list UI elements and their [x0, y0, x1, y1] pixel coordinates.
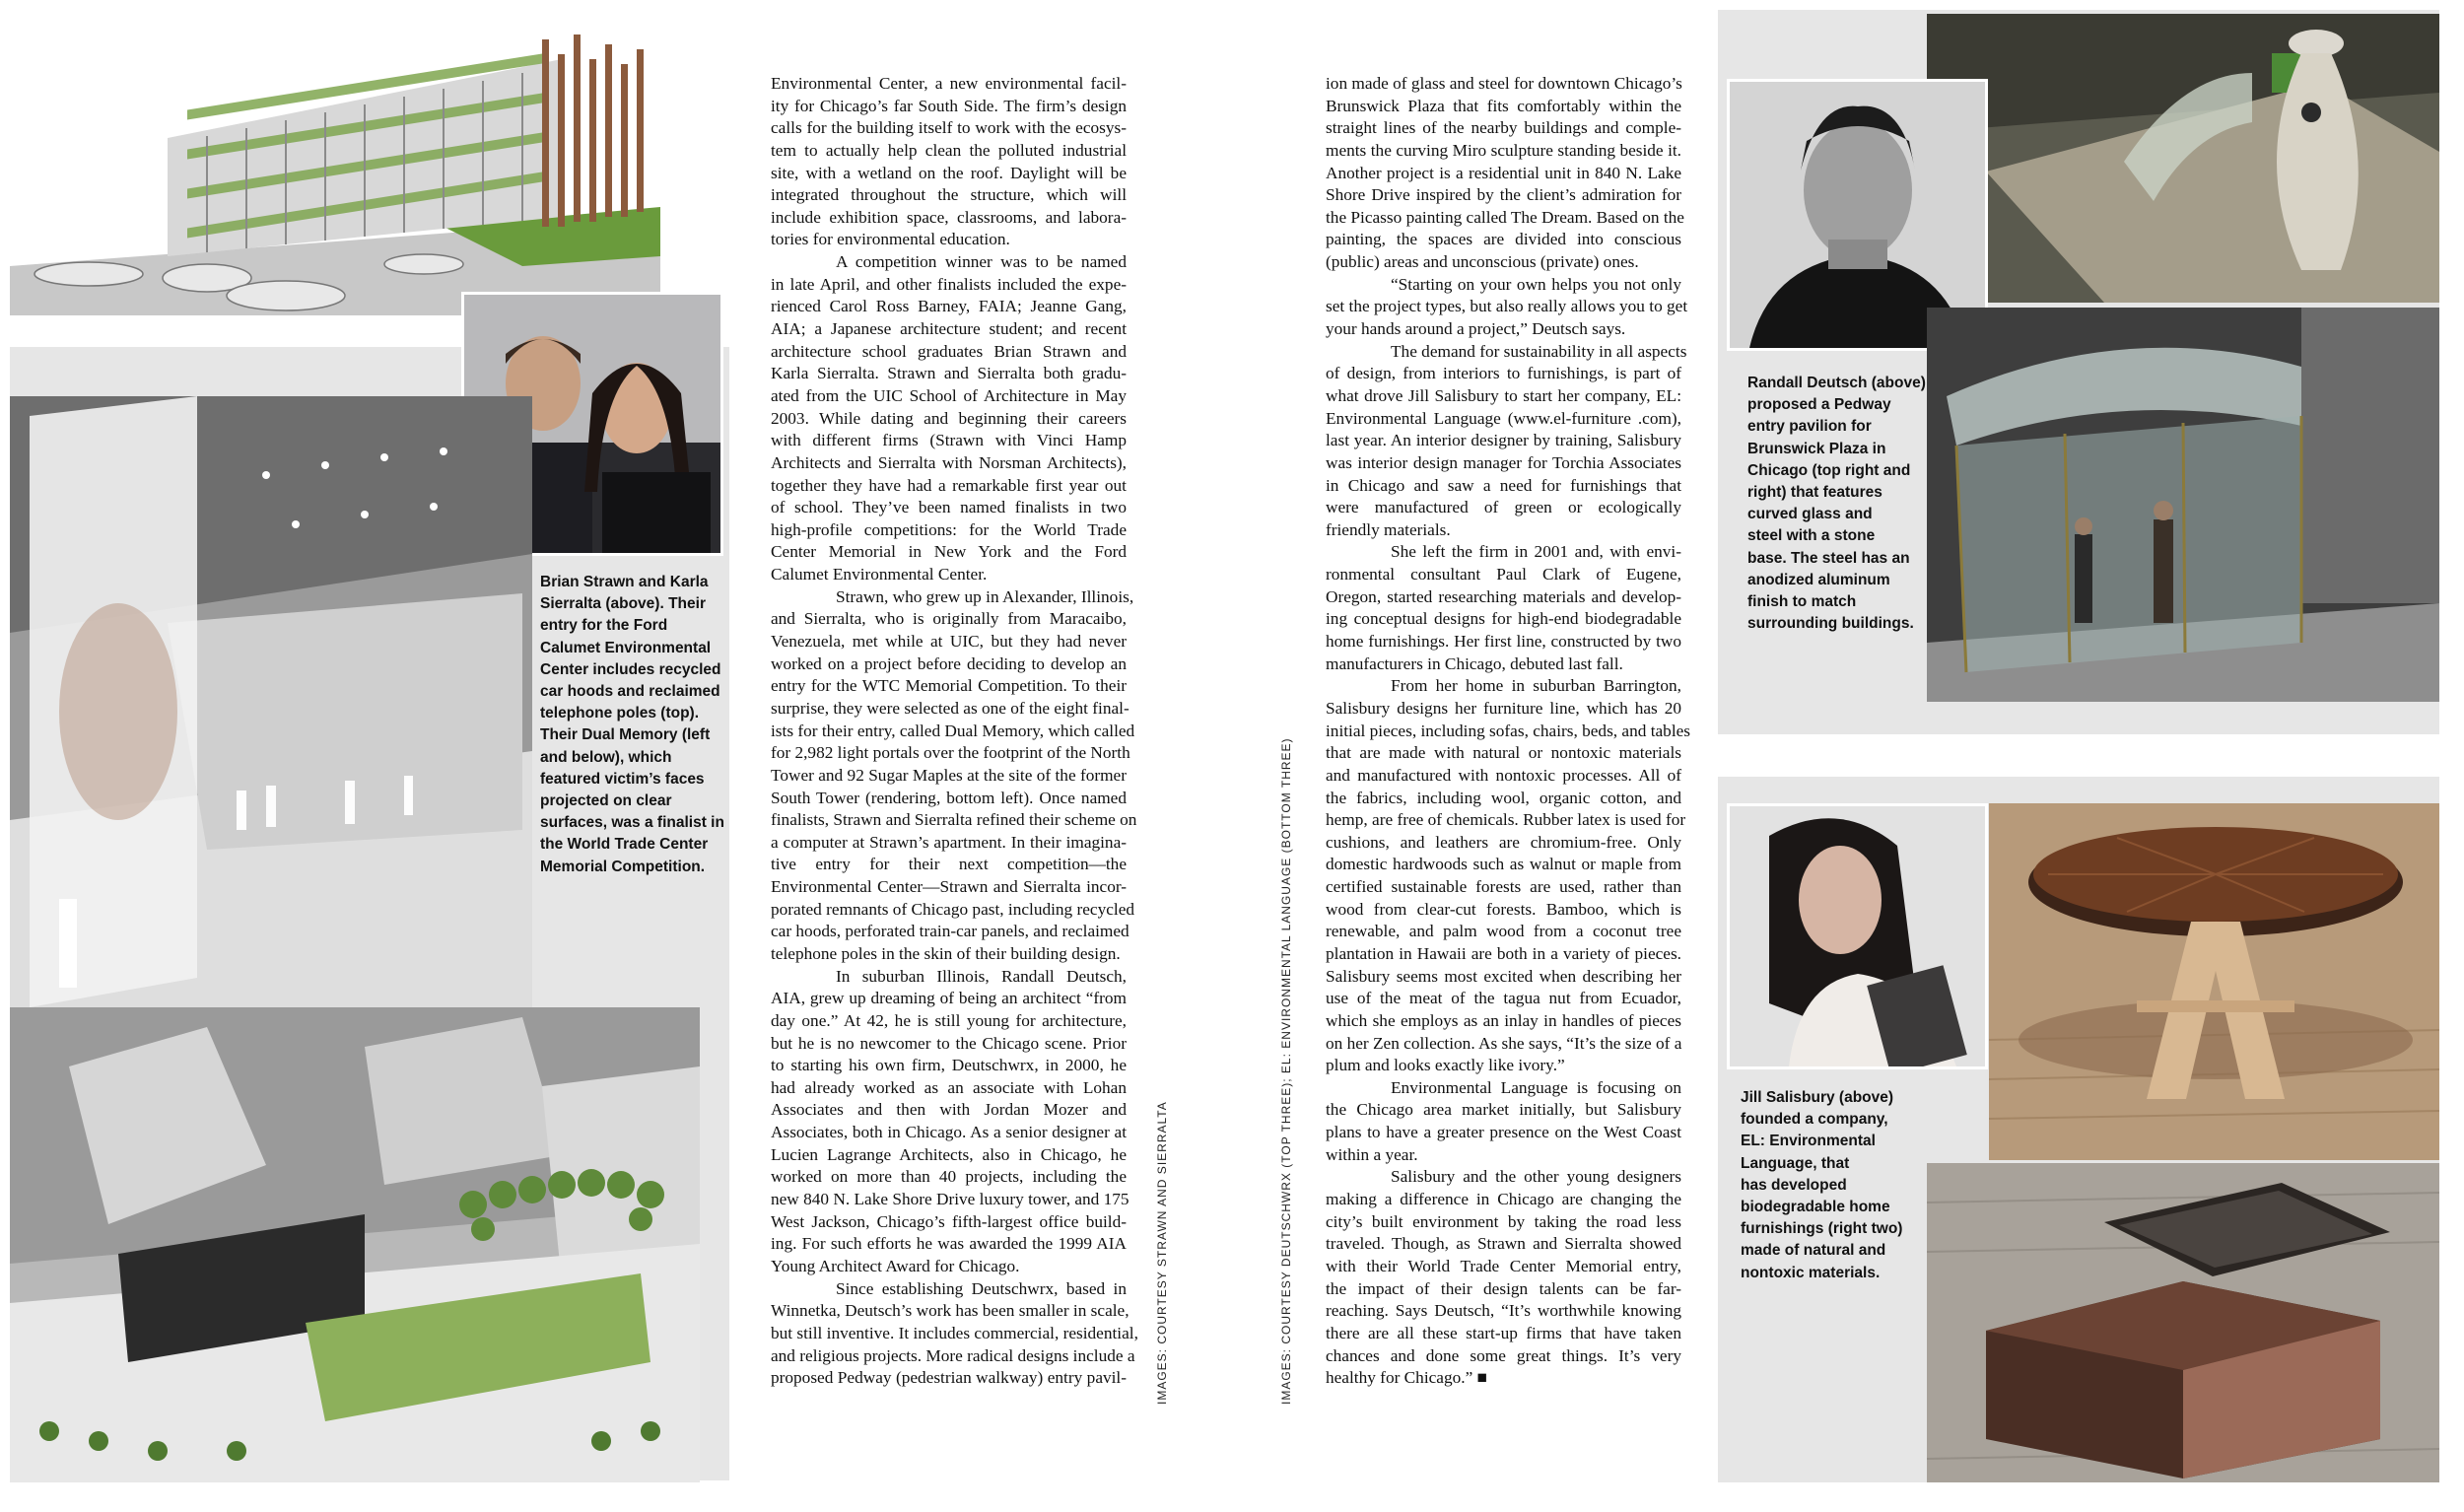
text-line: telephone poles in the skin of their building design.: [771, 943, 1121, 963]
text-line: Shore Drive inspired by the client’s admiration for: [1326, 185, 1681, 205]
text-line: Winnetka, Deutsch’s work has been smaller in scale,: [771, 1301, 1129, 1321]
text-line: of design, from interiors to furnishings, is part of: [1326, 364, 1681, 383]
text-line: cushions, and leathers are chromium-free. Only: [1326, 832, 1681, 852]
text-line: a computer at Strawn’s apartment. In their imagina-: [771, 832, 1127, 852]
text-line: were manufactured of green or ecologically: [1326, 498, 1681, 517]
text-line: Calumet Environmental Center.: [771, 565, 988, 584]
text-line: 2003. While dating and beginning their careers: [771, 408, 1127, 428]
text-line: together they have had a remarkable first year out: [771, 475, 1127, 495]
text-line: worked on a project before deciding to develop an: [771, 653, 1127, 673]
text-line: initial pieces, including sofas, chairs, beds, and tables: [1326, 721, 1691, 740]
text-line: proposed Pedway (pedestrian walkway) entry pavil-: [771, 1368, 1127, 1388]
text-line: of school. They’ve been named finalists in two: [771, 498, 1127, 517]
text-line: Tower and 92 Sugar Maples at the site of the former: [771, 765, 1127, 785]
text-line: reaching. Says Deutsch, “It’s worthwhile knowing: [1326, 1301, 1681, 1321]
dual-memory-site-rendering: [10, 1007, 700, 1482]
text-line: Associates, both in Chicago. As a senior designer at: [771, 1123, 1127, 1142]
text-line: Brunswick Plaza that fits comfortably within the: [1326, 96, 1681, 115]
text-line: AIA, grew up dreaming of being an architect “from: [771, 989, 1127, 1008]
text-line: within a year.: [1326, 1144, 1418, 1164]
text-line: integrated throughout the structure, which will: [771, 185, 1127, 205]
text-line: with different firms (Strawn with Vinci Hamp: [771, 431, 1127, 450]
text-line: in Chicago and saw a need for furnishings that: [1326, 475, 1681, 495]
text-line: chances and done some great things. It’s very: [1326, 1345, 1681, 1365]
text-line: ments the curving Miro sculpture standing beside it.: [1326, 140, 1681, 160]
text-line: calls for the building itself to work with the ecosys-: [771, 118, 1127, 138]
text-line: renewable, and palm wood from a coconut tree: [1326, 922, 1681, 941]
text-line: the Chicago area market initially, but Salisbury: [1326, 1100, 1681, 1120]
text-line: “Starting on your own helps you not only: [1391, 274, 1681, 294]
text-line: A competition winner was to be named: [836, 252, 1127, 272]
text-line: the impact of their design talents can be far-: [1326, 1278, 1681, 1298]
text-line: straight lines of the nearby buildings and comple-: [1326, 118, 1681, 138]
text-line: wood from clear-cut forests. Bamboo, which is: [1326, 899, 1681, 919]
text-line: to starting his own firm, Deutschwrx, in 2000, he: [771, 1056, 1127, 1075]
text-line: Environmental Center, a new environmental facil-: [771, 74, 1127, 93]
caption-strawn-sierralta: Brian Strawn and Karla Sierralta (above). Their entry for the Ford Calumet Environmental Center includes recycled car hoods and reclaimed telephone poles (top). Their Dual Memory (left and below), which featured victim’s faces projected on clear surfaces, was a finalist in the World Trade Center Memorial Competition.: [540, 574, 724, 875]
text-line: ated from the UIC School of Architecture in May: [771, 385, 1127, 405]
text-line: include exhibition space, classrooms, and labora-: [771, 207, 1127, 227]
text-line: traveled. Though, as Strawn and Sierralta showed: [1326, 1234, 1681, 1254]
text-line: and religious projects. More radical designs include a: [771, 1345, 1135, 1365]
text-line: Lucien Lagrange Architects, also in Chicago, he: [771, 1144, 1127, 1164]
text-line: Associates and then with Jordan Mozer and: [771, 1100, 1127, 1120]
text-line: there are all these start-up firms that have taken: [1326, 1323, 1681, 1342]
text-line: Karla Sierralta. Strawn and Sierralta both gradu-: [771, 364, 1127, 383]
text-line: porated remnants of Chicago past, including recycled: [771, 899, 1135, 919]
text-line: painting, the spaces are divided into conscious: [1326, 230, 1681, 249]
ottoman-photo: [1927, 1163, 2439, 1482]
text-line: ists for their entry, called Dual Memory, which called: [771, 721, 1135, 740]
text-line: plantation in Hawaii are both in a variety of pieces.: [1326, 943, 1681, 963]
text-line: ing conceptual designs for high-end biodegradable: [1326, 609, 1681, 629]
text-line: high-profile competitions: for the World Trade: [771, 519, 1127, 539]
salisbury-portrait: [1727, 803, 1988, 1069]
round-table-photo: [1989, 803, 2439, 1160]
article-column-1: [771, 73, 1138, 1390]
environmental-center-rendering: [10, 20, 660, 315]
text-line: the Picasso painting called The Dream. Based on the: [1326, 207, 1684, 227]
text-line: the fabrics, including wool, organic cotton, and: [1326, 788, 1681, 807]
text-line: plans to have a greater presence on the West Coast: [1326, 1123, 1681, 1142]
caption-salisbury: Jill Salisbury (above) founded a company, EL: Environmental Language, that has developed biodegradable home furnishings (right two) made of natural and nontoxic materials.: [1741, 1089, 1903, 1281]
text-line: AIA; a Japanese architecture student; and recent: [771, 319, 1127, 339]
article-column-2: [1326, 73, 1691, 1390]
text-line: In suburban Illinois, Randall Deutsch,: [836, 966, 1127, 986]
text-line: ing. For such efforts he was awarded the 1999 AIA: [771, 1234, 1127, 1254]
text-line: with their World Trade Center Memorial entry,: [1326, 1256, 1681, 1275]
text-line: Salisbury designs her furniture line, which has 20: [1326, 698, 1681, 718]
text-line: car hoods, perforated train-car panels, and reclaimed: [771, 922, 1129, 941]
text-line: Salisbury and the other young designers: [1391, 1167, 1681, 1187]
text-line: entry for the WTC Memorial Competition. To their: [771, 676, 1127, 696]
text-line: site, with a wetland on the roof. Daylight will be: [771, 163, 1127, 182]
photo-credit-right: IMAGES: COURTESY DEUTSCHWRX (TOP THREE); EL: ENVIRONMENTAL LANGUAGE (BOTTOM THREE): [1279, 737, 1293, 1405]
text-line: West Jackson, Chicago’s fifth-largest office build-: [771, 1211, 1127, 1231]
text-line: Environmental Center—Strawn and Sierralta incor-: [771, 877, 1127, 897]
text-line: use of the meat of the tagua nut from Ecuador,: [1326, 989, 1681, 1008]
text-line: was interior design manager for Torchia Associates: [1326, 452, 1681, 472]
text-line: that are made with natural or nontoxic materials: [1326, 743, 1681, 763]
text-line: Environmental Language (www.el-furniture .com),: [1326, 408, 1681, 428]
text-line: domestic hardwoods such as walnut or maple from: [1326, 855, 1681, 874]
text-line: Center Memorial in New York and the Ford: [771, 542, 1127, 562]
text-line: what drove Jill Salisbury to start her company, EL:: [1326, 385, 1681, 405]
text-line: Strawn, who grew up in Alexander, Illinois,: [836, 586, 1134, 606]
text-line: tories for environmental education.: [771, 230, 1010, 249]
pedway-pavilion-rendering: [1927, 308, 2439, 702]
text-line: ion made of glass and steel for downtown Chicago’s: [1326, 74, 1682, 93]
text-line: making a difference in Chicago are changing the: [1326, 1190, 1681, 1209]
photo-credit-left: IMAGES: COURTESY STRAWN AND SIERRALTA: [1155, 1101, 1169, 1405]
text-line: ronmental consultant Paul Clark of Eugene,: [1326, 565, 1681, 584]
text-line: but still inventive. It includes commercial, residential,: [771, 1323, 1138, 1342]
text-line: architecture school graduates Brian Strawn and: [771, 341, 1127, 361]
text-line: (public) areas and unconscious (private) ones.: [1326, 252, 1639, 272]
text-line: city’s built environment by taking the road less: [1326, 1211, 1681, 1231]
text-line: friendly materials.: [1326, 519, 1451, 539]
text-line: hemp, are free of chemicals. Rubber latex is used for: [1326, 810, 1686, 830]
text-line: set the project types, but also really allows you to get: [1326, 297, 1688, 316]
text-line: finalists, Strawn and Sierralta refined their scheme on: [771, 810, 1137, 830]
text-line: rienced Carol Ross Barney, FAIA; Jeanne Gang,: [771, 297, 1127, 316]
text-line: Venezuela, met while at UIC, but they had never: [771, 632, 1127, 652]
text-line: tem to actually help clean the polluted industrial: [771, 140, 1127, 160]
text-line: Salisbury seems most excited when describing her: [1326, 966, 1681, 986]
text-line: day one.” At 42, he is still young for architecture,: [771, 1010, 1127, 1030]
text-line: certified sustainable forests are used, rather than: [1326, 877, 1681, 897]
text-line: Architects and Sierralta with Norsman Architects),: [771, 452, 1127, 472]
pedway-top-view-rendering: [1927, 14, 2439, 303]
text-line: had already worked as an associate with Lohan: [771, 1077, 1127, 1097]
text-line: tive entry for their next competition—the: [771, 855, 1127, 874]
text-line: Environmental Language is focusing on: [1391, 1077, 1681, 1097]
text-line: surprise, they were selected as one of the eight final-: [771, 698, 1129, 718]
text-line: and Sierralta, who is originally from Maracaibo,: [771, 609, 1127, 629]
text-line: in late April, and other finalists included the expe-: [771, 274, 1127, 294]
text-line: From her home in suburban Barrington,: [1391, 676, 1681, 696]
text-line: The demand for sustainability in all aspects: [1391, 341, 1687, 361]
text-line: and manufactured with nontoxic processes. All of: [1326, 765, 1681, 785]
text-line: Young Architect Award for Chicago.: [771, 1256, 1020, 1275]
text-line: plum and looks exactly like ivory.”: [1326, 1056, 1565, 1075]
text-line: Oregon, started researching materials and develop-: [1326, 586, 1681, 606]
text-line: Since establishing Deutschwrx, based in: [836, 1278, 1127, 1298]
text-line: new 840 N. Lake Shore Drive luxury tower, and 175: [771, 1190, 1129, 1209]
text-line: your hands around a project,” Deutsch says.: [1326, 319, 1626, 339]
text-line: last year. An interior designer by training, Salisbury: [1326, 431, 1681, 450]
text-line: but he is no newcomer to the Chicago scene. Prior: [771, 1033, 1127, 1053]
text-line: home furnishings. Her first line, constructed by two: [1326, 632, 1681, 652]
text-line: ity for Chicago’s far South Side. The firm’s design: [771, 96, 1127, 115]
text-line: for 2,982 light portals over the footprint of the North: [771, 743, 1130, 763]
text-line: Another project is a residential unit in 840 N. Lake: [1326, 163, 1681, 182]
text-line: South Tower (rendering, bottom left). Once named: [771, 788, 1127, 807]
dual-memory-interior-rendering: [10, 396, 532, 1007]
text-line: worked on more than 40 projects, including the: [771, 1167, 1127, 1187]
text-line: which she employs as an inlay in handles of pieces: [1326, 1010, 1681, 1030]
caption-deutsch: Randall Deutsch (above) proposed a Pedway entry pavilion for Brunswick Plaza in Chicago (top right and right) that features curved glass and steel with a stone base. The steel has an anodized aluminum finish to match surrounding buildings.: [1747, 375, 1926, 633]
text-line: She left the firm in 2001 and, with envi-: [1391, 542, 1681, 562]
text-line: healthy for Chicago.” ■: [1326, 1368, 1487, 1388]
text-line: manufacturers in Chicago, debuted last fall.: [1326, 653, 1623, 673]
text-line: on her Zen collection. As she says, “It’s the size of a: [1326, 1033, 1682, 1053]
